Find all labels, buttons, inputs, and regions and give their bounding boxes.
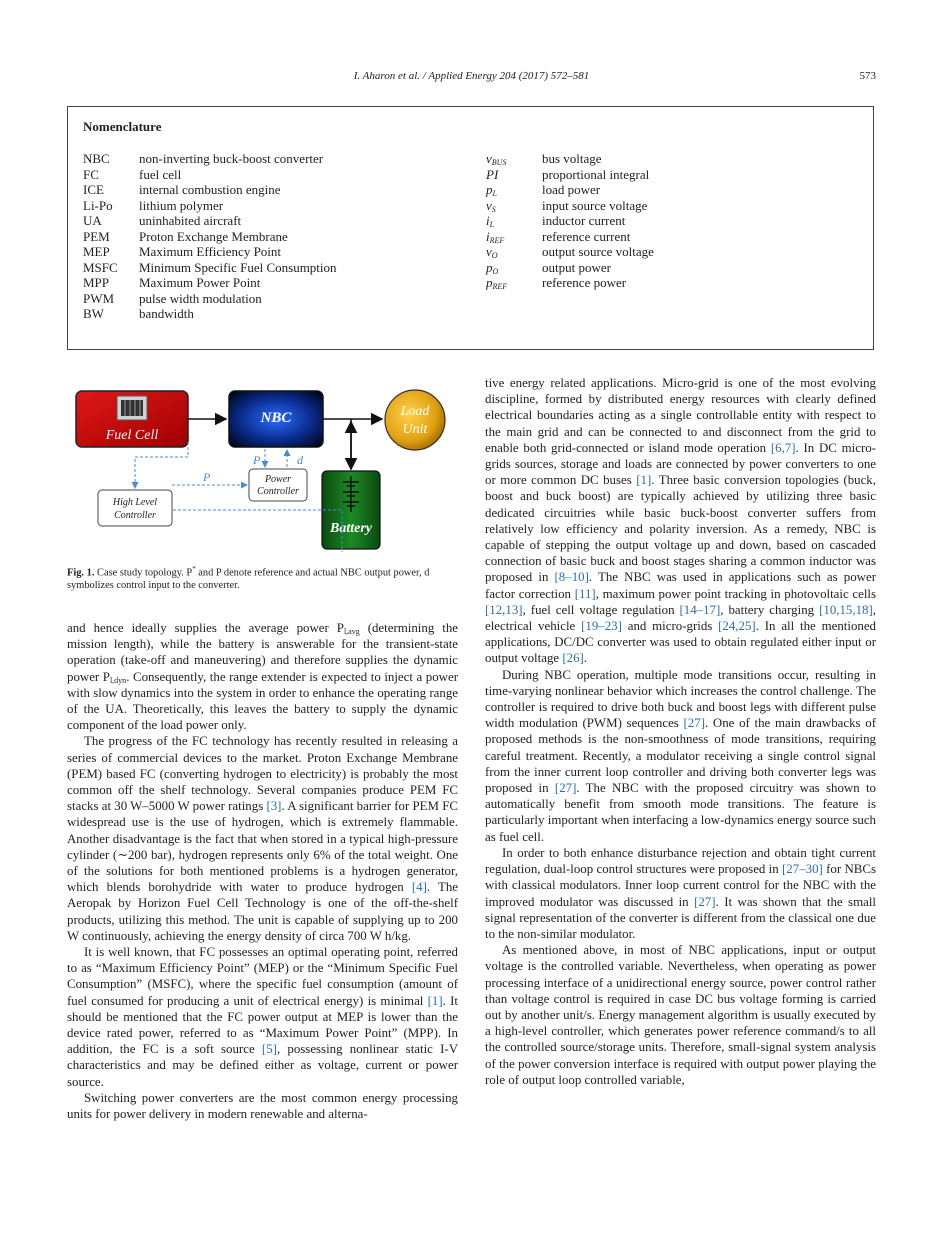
nomenclature-symbol	[486, 213, 542, 229]
text: It is well known, that FC possesses an optimal operating point, referred to as “Maximum Efficiency Point” (MEP) or the “Minimum Specific Fuel Consumption” (MSFC), where the specific fuel consumption (amount of fuel consumed for producing a unit of electrical energy) is minimal	[67, 945, 458, 1008]
citation-link[interactable]: [4]	[411, 880, 427, 895]
citation-link[interactable]: [10,15,18]	[819, 602, 873, 617]
journal-citation: I. Aharon et al. / Applied Energy 204 (2017) 572–581	[353, 70, 590, 82]
nomenclature-entry	[486, 182, 654, 198]
nomenclature-abbreviations	[83, 151, 337, 322]
citation-link[interactable]: [6,7]	[770, 440, 796, 455]
high-level-controller-block	[98, 490, 172, 526]
symbol-base: p	[486, 275, 493, 290]
nomenclature-entry	[83, 167, 337, 183]
nomenclature-definition: pulse width modulation	[139, 290, 262, 306]
symbol-base: p	[486, 259, 493, 275]
symbol-base: v	[486, 197, 492, 213]
text: . The NBC was used in applications such as power factor correction	[485, 570, 876, 601]
nomenclature-definition: reference current	[542, 228, 631, 244]
nomenclature-abbr: FC	[83, 166, 99, 182]
nomenclature-entry	[486, 275, 654, 291]
text: Switching power converters are the most common energy processing units for power delivery in modern renewable and alterna-	[67, 1090, 458, 1122]
nomenclature-entry	[486, 198, 654, 214]
text: , battery charging	[720, 602, 820, 617]
text: . A significant barrier for PEM FC widespread use is the use of hydrogen, which is extremely flammable. Another disadvantage is the fact that when stored in a typical high-pressure cylinder (∼200 bar), hydrogen represents only 6% of the total weight. One of the solutions for both mentioned problems is a hydrogen generator, which blends borohydride with water to produce hydrogen	[67, 799, 458, 895]
text: The progress of the FC technology has recently resulted in releasing a series of commercial devices to the market. Proton Exchange Membrane (PEM) based FC (converting hydrogen to electricity) is probably the most common off the shelf technology. Several companies produce PEM FC stacks at 30 W–5000 W power ratings	[67, 734, 458, 814]
nomenclature-box	[67, 106, 874, 350]
symbol-subscript: O	[492, 266, 499, 276]
citation-link[interactable]: [5]	[261, 1042, 277, 1057]
paragraph	[485, 942, 876, 1088]
text: and micro-grids	[621, 619, 719, 634]
nomenclature-symbol	[486, 151, 542, 167]
paragraph	[485, 375, 876, 667]
high-level-line1: High Level	[112, 497, 158, 508]
citation-link[interactable]: [19–23]	[581, 619, 622, 634]
nomenclature-symbol	[486, 275, 542, 291]
nomenclature-abbr: PWM	[83, 290, 115, 306]
nomenclature-entry	[486, 213, 654, 229]
text: . The NBC with the proposed circuitry was shown to automatically benefit from smooth mode transitions. The feature is particularly important when interfacing a low-dynamics energy source such as fuel cell.	[485, 781, 876, 844]
caption-text-2: and P denote reference and actual NBC output power, d symbolizes control input to the converter.	[67, 567, 430, 592]
signal-d: d	[297, 453, 303, 467]
symbol-base: i	[486, 228, 490, 244]
nomenclature-abbr: BW	[83, 306, 104, 321]
symbol-base: i	[486, 213, 490, 228]
citation-link[interactable]: [27]	[683, 716, 705, 731]
text: and hence ideally supplies the average power P	[67, 621, 344, 635]
high-level-line2: Controller	[114, 510, 156, 521]
symbol-base: PI	[486, 166, 499, 182]
running-header	[67, 70, 876, 86]
nomenclature-abbr: MPP	[83, 275, 110, 290]
text: . Three basic conversion topologies (buck, boost and buck boost) are typically achieved by utilizing three basic dedicated circuitries while basic buck-boost converter suffers from relatively low efficiency and polarity inversion. As a remedy, NBC is capable of stepping the output voltage up and down, based on cascaded connection of basic buck and boost stages sharing a common inductor was proposed in	[485, 473, 876, 585]
nomenclature-entry	[486, 244, 654, 260]
power-controller-block	[249, 469, 307, 501]
symbol-subscript: O	[491, 251, 498, 260]
battery-label: Battery	[330, 521, 372, 536]
text: (determining the mission length), while the battery is answerable for the transient-state operation (take-off and maneuvering) and therefore supplies the dynamic power P	[67, 621, 458, 684]
citation-link[interactable]: [11]	[574, 586, 596, 601]
load-unit-block	[385, 390, 445, 450]
nomenclature-abbr: PEM	[83, 228, 110, 244]
power-controller-line1: Power	[264, 474, 292, 485]
nomenclature-title: Nomenclature	[83, 119, 162, 134]
text: for NBCs with classical modulators. Inner loop current control for the NBC with the improved modulator was discussed in	[485, 862, 876, 909]
nomenclature-definition: Maximum Efficiency Point	[139, 244, 282, 259]
nomenclature-entry	[83, 182, 337, 198]
text: As mentioned above, in most of NBC applications, input or output voltage is the controlled variable. Nevertheless, when operating as power processing interface of a unidirectional energy source, power control rather than voltage control is required in case DC bus voltage forming is carried out by another unit/s. Energy management algorithm is usually executed by a high-level controller, which generates power reference command/s to all the controlled source/storage units. Therefore, small-signal system analysis of the power conversion interface is required with output power playing the role of output loop controlled variable,	[485, 943, 876, 1087]
nbc-label: NBC	[260, 410, 292, 426]
symbol-subscript: L	[492, 189, 497, 198]
nomenclature-definition: Minimum Specific Fuel Consumption	[139, 259, 337, 275]
nomenclature-abbr: MEP	[83, 244, 110, 259]
nomenclature-entry	[83, 229, 337, 245]
text: . One of the main drawbacks of proposed methods is the non-smoothness of mode transitions, requiring careful treatment. Recently, a modulator receiving a single control signal from the inner current loop controller and driving both converter legs was proposed in	[485, 716, 876, 796]
text: , maximum power point tracking in photovoltaic cells	[595, 586, 877, 601]
left-column	[67, 620, 458, 1122]
signal-p: P	[253, 453, 261, 467]
fuel-cell-label: Fuel Cell	[105, 428, 159, 443]
nomenclature-entry	[83, 306, 337, 322]
text: . It should be mentioned that the FC power output at MEP is lower than the device rated power, referred to as “Maximum Power Point” (MPP). In addition, the FC is a soft source	[67, 993, 458, 1057]
nomenclature-definition: input source voltage	[542, 197, 648, 213]
paragraph	[485, 667, 876, 845]
text: . In DC micro-grids sources, storage and loads are connected by power converters to one or more common DC buses	[485, 440, 876, 488]
nomenclature-definition: non-inverting buck-boost converter	[139, 151, 324, 166]
symbol-subscript: REF	[492, 282, 508, 291]
paragraph	[67, 944, 458, 1090]
nomenclature-entry	[83, 151, 337, 167]
nomenclature-definition: Maximum Power Point	[139, 275, 261, 290]
citation-link[interactable]: [27]	[554, 781, 577, 796]
citation-link[interactable]: [27]	[694, 894, 716, 909]
nomenclature-definition: Proton Exchange Membrane	[139, 228, 288, 244]
paragraph	[485, 845, 876, 942]
text: . It was shown that the small signal representation of the converter is different from the classical one due to the non-similar modulator.	[485, 894, 876, 941]
nomenclature-definition: proportional integral	[542, 166, 650, 182]
nomenclature-symbol	[486, 244, 542, 260]
fuel-cell-block	[76, 391, 188, 447]
text: . Consequently, the range extender is expected to inject a power with slow dynamics into the system in order to enhance the operating range of the UA. Theoretically, this leaves the battery to supply the dynamic component of the load power only.	[67, 669, 458, 733]
text: . In all the mentioned applications, DC/DC converter was used to obtain regulated either input or output voltage	[485, 619, 877, 666]
citation-link[interactable]: [26]	[562, 651, 584, 666]
citation-link[interactable]: [27–30]	[782, 862, 823, 877]
nomenclature-definition: internal combustion engine	[139, 182, 281, 197]
nomenclature-symbol	[486, 229, 542, 245]
right-column	[485, 375, 876, 1088]
citation-link[interactable]: [14–17]	[679, 602, 721, 617]
figure-1-topology	[67, 382, 461, 557]
nomenclature-definition: uninhabited aircraft	[139, 213, 242, 228]
nomenclature-definition: output power	[542, 259, 611, 275]
fuel-cell-device-icon	[117, 396, 147, 420]
power-controller-line2: Controller	[257, 486, 299, 497]
nomenclature-entry	[83, 260, 337, 276]
text: , fuel cell voltage regulation	[522, 602, 680, 617]
nomenclature-entry	[486, 229, 654, 245]
caption-text-1: Case study topology. P	[97, 567, 193, 579]
nomenclature-abbr: UA	[83, 213, 102, 228]
nbc-block	[229, 391, 323, 447]
symbol-base: v	[486, 244, 492, 259]
caption-label: Fig. 1.	[67, 567, 95, 579]
nomenclature-entry	[83, 213, 337, 229]
nomenclature-symbol	[486, 167, 542, 183]
text: During NBC operation, multiple mode transitions occur, resulting in time-varying nonlinear behavior which increases the control challenge. The controller is required to drive both buck and boost legs with different pulse width modulation (PWM) sequences	[485, 667, 876, 731]
nomenclature-entry	[83, 198, 337, 214]
nomenclature-symbol	[486, 260, 542, 276]
nomenclature-definition: fuel cell	[139, 166, 182, 182]
nomenclature-entry	[83, 291, 337, 307]
nomenclature-symbol	[486, 182, 542, 198]
nomenclature-definition: load power	[542, 182, 601, 197]
citation-link[interactable]: [12,13]	[485, 602, 523, 617]
citation-link[interactable]: [8–10]	[554, 570, 589, 585]
text: , possessing nonlinear static I-V characteristics and may be defined either as voltage, current or power source.	[67, 1042, 459, 1089]
nomenclature-definition: reference power	[542, 275, 627, 290]
symbol-subscript: REF	[489, 235, 505, 245]
subscript: l,avg	[343, 627, 360, 636]
nomenclature-definition: bandwidth	[139, 306, 194, 321]
nomenclature-entry	[83, 244, 337, 260]
nomenclature-abbr: MSFC	[83, 259, 118, 275]
nomenclature-definition: output source voltage	[542, 244, 654, 259]
citation-link[interactable]: [1]	[636, 473, 652, 488]
nomenclature-definition: bus voltage	[542, 151, 602, 166]
paragraph	[67, 733, 458, 944]
symbol-base: v	[486, 151, 492, 166]
citation-link[interactable]: [3]	[266, 799, 282, 814]
text: tive energy related applications. Micro-grid is one of the most evolving discipline, formed by distributed energy resources with clearly defined electrical boundaries acting as a single controllable entity with respect to the main grid and can be connected to and disconnect from the grid to enable both grid-connected or island mode operation	[485, 376, 876, 455]
text: . The Aeropak by Horizon Fuel Cell Technology is one of the off-the-shelf products, utilizing this method. The unit is capable of supplying up to 200 W continuously, achieving the energy density of circa 700 W h/kg.	[67, 880, 458, 943]
nomenclature-symbol	[486, 198, 542, 214]
paragraph	[67, 620, 458, 733]
citation-link[interactable]: [24,25]	[718, 619, 756, 634]
text: , electrical vehicle	[485, 602, 877, 634]
nomenclature-symbols	[486, 151, 654, 291]
nomenclature-definition: lithium polymer	[139, 197, 224, 213]
symbol-base: p	[486, 182, 493, 197]
nomenclature-entry	[486, 151, 654, 167]
text: In order to both enhance disturbance rejection and obtain tight current regulation, dual-loop control structures were proposed in	[485, 845, 876, 877]
nomenclature-abbr: NBC	[83, 151, 110, 166]
caption-star: *	[192, 565, 196, 573]
subscript: l,dyn	[109, 675, 127, 685]
symbol-subscript: BUS	[491, 158, 507, 167]
citation-link[interactable]: [1]	[427, 993, 443, 1008]
load-label-line2: Unit	[402, 422, 428, 437]
nomenclature-abbr: Li-Po	[83, 197, 113, 213]
nomenclature-abbr: ICE	[83, 182, 104, 197]
nomenclature-entry	[486, 167, 654, 183]
figure-caption	[67, 563, 461, 592]
nomenclature-entry	[83, 275, 337, 291]
nomenclature-definition: inductor current	[542, 213, 626, 228]
paragraph	[67, 1090, 458, 1122]
page-number: 573	[859, 70, 876, 82]
nomenclature-entry	[486, 260, 654, 276]
symbol-subscript: S	[491, 204, 496, 214]
load-label-line1: Load	[400, 404, 430, 419]
symbol-subscript: L	[489, 220, 495, 229]
signal-p-star: P	[203, 470, 211, 484]
text: .	[583, 651, 588, 666]
